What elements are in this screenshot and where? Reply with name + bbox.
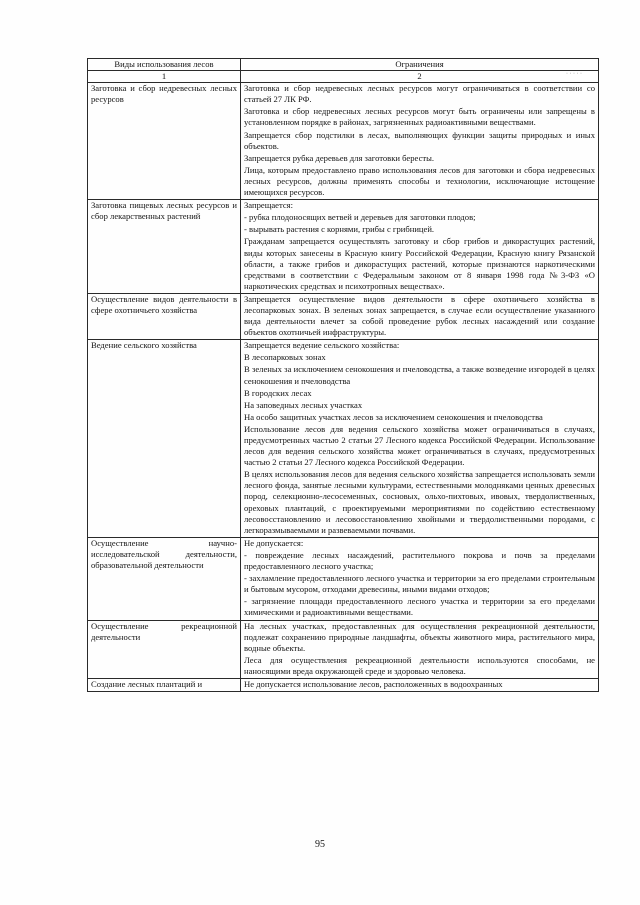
restrictions-cell (241, 340, 599, 538)
restriction-paragraph: На лесных участках, предоставленных для осуществления рекреационной деятельности, подлежат сохранению природные ландшафты, объекты животного мира, растительного мира, водные объекты. (244, 620, 595, 653)
header-col-2: Ограничения (241, 59, 599, 71)
restriction-paragraph: В лесопарковых зонах (244, 352, 326, 363)
restriction-paragraph: На заповедных лесных участках (244, 399, 363, 410)
restriction-paragraph: - захламление предоставленного лесного участка и территории за его пределами строительным и бытовым мусором, отходами древесины, иными видами отходов; (244, 573, 595, 595)
table-row (88, 340, 599, 538)
restriction-paragraph: Использование лесов для ведения сельского хозяйства может ограничиваться в случаях, предусмотренных частью 2 статьи 27 Лесного кодекса Российской Федерации. Использование лесов для ведения сельского хозяйства может ограничиваться в случаях, предусмотренных частью 2 статьи 27 Лесного кодекса Российской Федерации. (244, 423, 595, 468)
table-row (88, 83, 599, 200)
header-col-1: Виды использования лесов (88, 59, 241, 71)
table-row (88, 678, 599, 691)
scan-mark: · · · · · (566, 71, 582, 77)
restriction-paragraph: В зеленых за исключением сенокошения и пчеловодства, а также возведение изгородей в целях сенокошения и пчеловодства (244, 364, 595, 386)
restriction-paragraph: Запрещается осуществление видов деятельности в сфере охотничьего хозяйства в лесопарковых зонах. В зеленых зонах запрещается, в случае если осуществление указанного вида деятельности влечет за собой проведение рубок лесных насаждений или создание объектов охотничьей инфраструктуры. (244, 293, 595, 338)
restriction-paragraph: Заготовка и сбор недревесных лесных ресурсов могут ограничиваться в соответствии со статьей 27 ЛК РФ. (244, 83, 595, 105)
activity-cell: Создание лесных плантаций и (88, 678, 241, 691)
activity-cell: Ведение сельского хозяйства (88, 340, 241, 538)
header-row (88, 59, 599, 71)
activity-cell: Осуществление рекреационной деятельности (88, 620, 241, 678)
restrictions-cell (241, 83, 599, 200)
restriction-paragraph: В городских лесах (244, 387, 312, 398)
restriction-paragraph: - загрязнение площади предоставленного лесного участка и территории за его пределами химическими и радиоактивными веществами. (244, 596, 595, 618)
activity-cell: Заготовка пищевых лесных ресурсов и сбор лекарственных растений (88, 200, 241, 294)
restriction-paragraph: Не допускается: (244, 537, 304, 548)
restriction-paragraph: Заготовка и сбор недревесных лесных ресурсов могут быть ограничены или запрещены в установленном порядке в районах, загрязненных радиоактивными веществами. (244, 106, 595, 128)
restriction-paragraph: В целях использования лесов для ведения сельского хозяйства запрещается использовать земли лесного фонда, занятые лесными культурами, естественными молодняками ценных древесных пород, селекционно-лесосеменных, сосновых, ольхо-пихтовых, ивовых, твердолиственных, ореховых плантаций, с проектируемыми мероприятиями по содействию естественному лесовосстановлению и лесовосстановлению хвойными и твердолиственными породами, с легкоразмываемыми и развеваемыми почвами. (244, 469, 595, 535)
activity-cell: Осуществление научно-исследовательской деятельности, образовательной деятельности (88, 537, 241, 620)
restrictions-cell (241, 620, 599, 678)
restrictions-cell (241, 293, 599, 339)
restriction-paragraph: - вырывать растения с корнями, грибы с грибницей. (244, 224, 435, 235)
restriction-paragraph: Лица, которым предоставлено право использования лесов для заготовки и сбора недревесных лесных ресурсов, должны применять способы и технологии, исключающие истощение имеющихся ресурсов. (244, 164, 595, 198)
restrictions-cell (241, 678, 599, 691)
restriction-paragraph: Запрещается: (244, 200, 293, 211)
restriction-paragraph: - повреждение лесных насаждений, растительного покрова и почв за пределами предоставленного лесного участка; (244, 549, 595, 572)
restriction-paragraph: Запрещается сбор подстилки в лесах, выполняющих функции защиты природных и иных объектов. (244, 129, 595, 151)
column-number-1: 1 (88, 71, 241, 83)
restriction-paragraph: Леса для осуществления рекреационной деятельности используются способами, не наносящими вреда окружающей среде и здоровью человека. (244, 654, 595, 676)
restriction-paragraph: Не допускается использование лесов, расположенных в водоохранных (244, 678, 503, 689)
table-row (88, 293, 599, 339)
activity-cell: Осуществление видов деятельности в сфере охотничьего хозяйства (88, 293, 241, 339)
column-number-row (88, 71, 599, 83)
restriction-paragraph: На особо защитных участках лесов за исключением сенокошения и пчеловодства (244, 411, 543, 422)
table-row (88, 620, 599, 678)
restrictions-cell (241, 537, 599, 620)
restriction-paragraph: Запрещается рубка деревьев для заготовки бересты. (244, 152, 435, 163)
restriction-paragraph: - рубка плодоносящих ветвей и деревьев для заготовки плодов; (244, 212, 476, 223)
restriction-paragraph: Запрещается ведение сельского хозяйства: (244, 340, 400, 351)
restrictions-table (87, 58, 599, 692)
table-row (88, 200, 599, 294)
table-row (88, 537, 599, 620)
column-number-2: 2 (241, 71, 599, 83)
restrictions-cell (241, 200, 599, 294)
page-number: 95 (315, 839, 325, 850)
activity-cell: Заготовка и сбор недревесных лесных ресурсов (88, 83, 241, 200)
restriction-paragraph: Гражданам запрещается осуществлять заготовку и сбор грибов и дикорастущих растений, виды которых занесены в Красную книгу Российской Федерации, Красную книгу Рязанской области, а также грибов и дикорастущих растений, которые признаются наркотическими средствами в соответствии с Федеральным законом от 8 января 1998 года №3-ФЗ «О наркотических средствах и психотропных веществах». (244, 236, 595, 291)
